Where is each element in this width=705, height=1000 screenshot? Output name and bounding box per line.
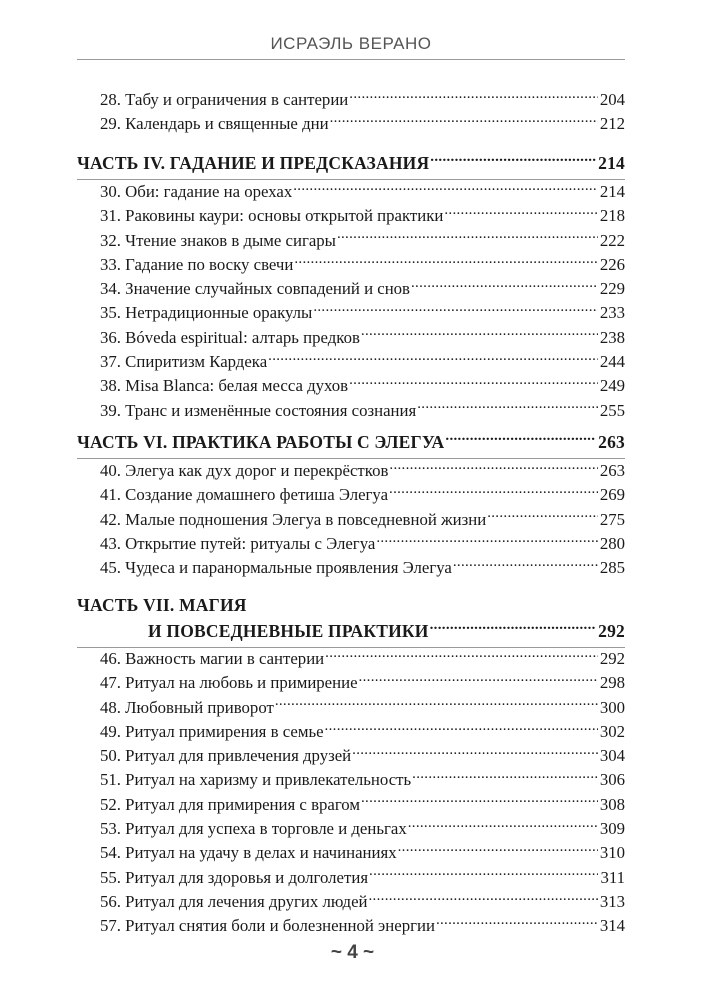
toc-part-6 (77, 429, 625, 459)
toc-entry-page: 269 (599, 485, 625, 505)
toc-entry-page: 285 (599, 558, 625, 578)
toc-entry-label: 34. Значение случайных совпадений и снов (100, 279, 410, 299)
toc-entry[interactable] (77, 671, 625, 695)
leader-dots (411, 277, 598, 294)
toc-entry[interactable] (77, 647, 625, 671)
leader-dots (436, 914, 598, 931)
toc-entry-page: 244 (599, 352, 625, 372)
toc-entry-label: 51. Ритуал на харизму и привлекательность (100, 770, 412, 790)
toc-entry[interactable] (77, 768, 625, 792)
toc-entry[interactable] (77, 374, 625, 398)
part-page: 292 (598, 621, 625, 641)
toc-entry[interactable] (77, 508, 625, 532)
toc-part-heading[interactable] (77, 429, 625, 455)
toc-entry-page: 249 (599, 376, 625, 396)
toc-entry-label: 54. Ритуал на удачу в делах и начинаниях (100, 843, 397, 863)
toc-entry[interactable] (77, 483, 625, 507)
part-title-line2: И ПОВСЕДНЕВНЫЕ ПРАКТИКИ (148, 621, 429, 641)
leader-dots (430, 152, 596, 170)
toc-entry[interactable] (77, 914, 625, 938)
toc-entry-label: 28. Табу и ограничения в сантерии (100, 90, 349, 109)
toc-entry-label: 48. Любовный приворот (100, 697, 274, 717)
toc-entry-label: 30. Оби: гадание на орехах (100, 182, 293, 201)
toc-entry[interactable] (77, 399, 625, 423)
toc-entry-page: 292 (599, 649, 625, 668)
toc-block-1 (77, 88, 625, 137)
toc-entry[interactable] (77, 720, 625, 744)
toc-entry-page: 302 (599, 721, 625, 741)
toc-entry[interactable] (77, 556, 625, 580)
leader-dots (430, 620, 597, 638)
toc-entry[interactable] (77, 841, 625, 865)
leader-dots (359, 672, 598, 689)
toc-entry[interactable] (77, 744, 625, 768)
leader-dots (398, 842, 598, 859)
toc-entry-label: 35. Нетрадиционные оракулы (100, 303, 313, 323)
toc-part-7 (77, 592, 625, 648)
toc-entry[interactable] (77, 890, 625, 914)
toc-block-4 (77, 647, 625, 939)
toc-part-heading[interactable] (77, 618, 625, 644)
toc-entry-label: 57. Ритуал снятия боли и болезненной энергии (100, 916, 435, 936)
leader-dots (369, 866, 598, 883)
leader-dots (325, 720, 598, 737)
leader-dots (408, 817, 598, 834)
part-title-line1: ЧАСТЬ VII. МАГИЯ (77, 595, 247, 615)
toc-entry-page: 218 (599, 206, 625, 226)
leader-dots (337, 229, 598, 246)
leader-dots (349, 375, 598, 392)
toc-entry[interactable] (77, 253, 625, 277)
part-title: ЧАСТЬ VI. ПРАКТИКА РАБОТЫ С ЭЛЕГУА (77, 432, 445, 452)
toc-entry-label: 36. Bóveda espiritual: алтарь предков (100, 327, 360, 347)
toc-entry-label: 29. Календарь и священные дни (100, 114, 329, 134)
leader-dots (293, 180, 598, 197)
toc-part-4 (77, 150, 625, 180)
toc-entry-page: 204 (599, 90, 625, 109)
toc-entry[interactable] (77, 793, 625, 817)
toc-block-2 (77, 180, 625, 423)
toc-entry-page: 222 (599, 230, 625, 250)
toc-entry-label: 46. Важность магии в сантерии (100, 649, 325, 668)
toc-entry-page: 263 (599, 461, 625, 480)
running-head: ИСРАЭЛЬ ВЕРАНО (270, 34, 432, 53)
toc-entry-label: 52. Ритуал для примирения с врагом (100, 794, 360, 814)
toc-entry[interactable] (77, 817, 625, 841)
leader-dots (389, 484, 598, 501)
toc-entry-label: 49. Ритуал примирения в семье (100, 721, 324, 741)
part-page: 263 (598, 432, 625, 452)
toc-entry-label: 43. Открытие путей: ритуалы с Элегуа (100, 533, 376, 553)
part-title: ЧАСТЬ IV. ГАДАНИЕ И ПРЕДСКАЗАНИЯ (77, 153, 430, 173)
leader-dots (361, 793, 598, 810)
toc-entry[interactable] (77, 326, 625, 350)
toc-block-3 (77, 459, 625, 580)
toc-entry-page: 300 (599, 697, 625, 717)
toc-entry-page: 313 (599, 891, 625, 911)
leader-dots (417, 399, 598, 416)
toc-entry-label: 55. Ритуал для здоровья и долголетия (100, 867, 369, 887)
toc-entry-label: 31. Раковины каури: основы открытой практики (100, 206, 444, 226)
toc-entry-label: 39. Транс и изменённые состояния сознания (100, 400, 417, 420)
leader-dots (313, 302, 598, 319)
toc-entry[interactable] (77, 277, 625, 301)
leader-dots (412, 769, 598, 786)
toc-entry-label: 45. Чудеса и паранормальные проявления Элегуа (100, 558, 452, 578)
toc-entry-page: 275 (599, 509, 625, 529)
toc-entry-page: 304 (599, 746, 625, 766)
toc-entry-page: 311 (600, 867, 625, 887)
toc-entry-label: 32. Чтение знаков в дыме сигары (100, 230, 336, 250)
toc-entry-page: 314 (599, 916, 625, 936)
toc-entry-label: 37. Спиритизм Кардека (100, 352, 268, 372)
toc-entry-label: 47. Ритуал на любовь и примирение (100, 673, 358, 693)
leader-dots (376, 532, 598, 549)
toc-entry-page: 226 (599, 254, 625, 274)
toc-entry[interactable] (77, 204, 625, 228)
part-page: 214 (598, 153, 625, 173)
toc-entry-page: 306 (599, 770, 625, 790)
leader-dots (369, 890, 598, 907)
toc-part-heading[interactable] (77, 150, 625, 176)
leader-dots (352, 744, 598, 761)
toc-entry-page: 212 (599, 114, 625, 134)
leader-dots (349, 88, 598, 105)
toc-entry-page: 298 (599, 673, 625, 693)
toc-entry[interactable] (77, 532, 625, 556)
toc-entry-label: 56. Ритуал для лечения других людей (100, 891, 368, 911)
leader-dots (389, 459, 597, 476)
toc-entry[interactable] (77, 350, 625, 374)
leader-dots (361, 326, 598, 343)
header-divider (77, 59, 625, 60)
toc-entry-label: 50. Ритуал для привлечения друзей (100, 746, 352, 766)
page-number: ~ 4 ~ (330, 942, 375, 963)
toc-entry-label: 38. Misa Blanca: белая месса духов (100, 376, 349, 396)
leader-dots (444, 205, 597, 222)
toc-entry-label: 33. Гадание по воску свечи (100, 254, 294, 274)
toc-entry[interactable] (77, 301, 625, 325)
toc-entry-label: 41. Создание домашнего фетиша Элегуа (100, 485, 389, 505)
leader-dots (330, 113, 598, 130)
toc-entry[interactable] (77, 866, 625, 890)
toc-entry[interactable] (77, 696, 625, 720)
toc-entry-label: 42. Малые подношения Элегуа в повседневной жизни (100, 509, 487, 529)
leader-dots (453, 556, 598, 573)
toc-entry-page: 238 (599, 327, 625, 347)
toc-entry-page: 229 (599, 279, 625, 299)
leader-dots (487, 508, 598, 525)
toc-entry-page: 310 (599, 843, 625, 863)
toc-entry-page: 280 (599, 533, 625, 553)
toc-entry-page: 214 (599, 182, 625, 201)
leader-dots (268, 350, 598, 367)
toc-entry-page: 255 (599, 400, 625, 420)
toc-entry-label: 53. Ритуал для успеха в торговле и деньгах (100, 819, 407, 839)
toc-entry[interactable] (77, 180, 625, 204)
leader-dots (445, 431, 596, 449)
toc-entry-label: 40. Элегуа как дух дорог и перекрёстков (100, 461, 389, 480)
toc-entry[interactable] (77, 459, 625, 483)
toc-entry-page: 233 (599, 303, 625, 323)
toc-entry-page: 308 (599, 794, 625, 814)
leader-dots (294, 253, 597, 270)
toc-entry-page: 309 (599, 819, 625, 839)
toc-entry[interactable] (77, 229, 625, 253)
toc-entry[interactable] (77, 112, 625, 136)
leader-dots (325, 647, 598, 664)
leader-dots (275, 696, 598, 713)
toc-entry[interactable] (77, 88, 625, 112)
